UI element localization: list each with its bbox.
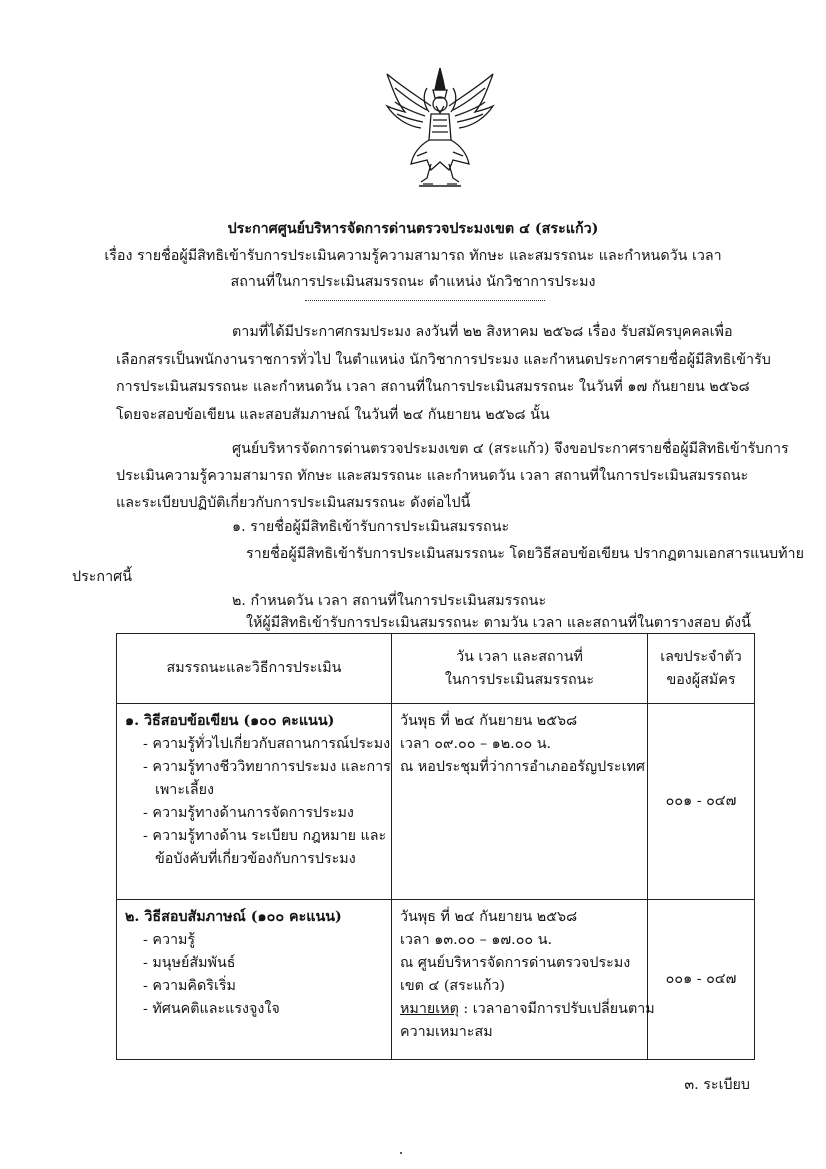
interview-item: - มนุษย์สัมพันธ์: [143, 955, 236, 971]
table-header-row: [117, 634, 755, 704]
interview-method-cell: [117, 900, 392, 1060]
written-exam-item: ข้อบังคับที่เกี่ยวข้องกับการประมง: [155, 851, 356, 867]
written-exam-item: เพาะเลี้ยง: [155, 782, 215, 798]
subject-line-2: สถานที่ในการประเมินสมรรถนะ ตำแหน่ง นักวิชาการประมง: [230, 274, 596, 290]
header-schedule: วัน เวลา และสถานที่ ในการประเมินสมรรถนะ: [392, 634, 648, 704]
para2-line-2: ประเมินความรู้ความสามารถ ทักษะ และสมรรถนะ และกำหนดวัน เวลา สถานที่ในการประเมินสมรรถนะ: [116, 468, 749, 484]
garuda-emblem-icon: [383, 66, 497, 190]
title-divider: [305, 300, 545, 301]
schedule-table: [116, 633, 755, 1060]
note-text: : เวลาอาจมีการปรับเปลี่ยนตาม: [458, 1001, 655, 1017]
written-exam-method-cell: [117, 704, 392, 900]
item1-text-line-2: ประกาศนี้: [72, 569, 132, 585]
announcement-title: ประกาศศูนย์บริหารจัดการด่านตรวจประมงเขต ๔ (สระแก้ว): [227, 221, 599, 237]
written-exam-item: - ความรู้ทางชีววิทยาการประมง และการ: [143, 759, 391, 775]
para1-line-4: โดยจะสอบข้อเขียน และสอบสัมภาษณ์ ในวันที่ ๒๔ กันยายน ๒๕๖๘ นั้น: [116, 407, 550, 423]
written-exam-date: วันพุธ ที่ ๒๔ กันยายน ๒๕๖๘: [400, 713, 578, 729]
para1-line-1: ตามที่ได้มีประกาศกรมประมง ลงวันที่ ๒๒ สิงหาคม ๒๕๖๘ เรื่อง รับสมัครบุคคลเพื่อ: [232, 324, 733, 340]
interview-venue-2: เขต ๔ (สระแก้ว): [400, 978, 505, 994]
item2-title: ๒. กำหนดวัน เวลา สถานที่ในการประเมินสมรรถนะ: [232, 593, 547, 609]
interview-venue: ณ ศูนย์บริหารจัดการด่านตรวจประมง: [400, 955, 631, 971]
interview-note: [400, 998, 655, 1021]
item1-text-line-1: รายชื่อผู้มีสิทธิเข้ารับการประเมินสมรรถนะ โดยวิธีสอบข้อเขียน ปรากฏตามเอกสารแนบท้าย: [246, 546, 804, 562]
interview-date: วันพุธ ที่ ๒๔ กันยายน ๒๕๖๘: [400, 909, 578, 925]
item2-text: ให้ผู้มีสิทธิเข้ารับการประเมินสมรรถนะ ตามวัน เวลา และสถานที่ในตารางสอบ ดังนี้: [246, 615, 751, 631]
continuation-label: ๓. ระเบียบ: [684, 1077, 750, 1093]
para2-line-1: ศูนย์บริหารจัดการด่านตรวจประมงเขต ๔ (สระแก้ว) จึงขอประกาศรายชื่อผู้มีสิทธิเข้ารับการ: [232, 441, 789, 457]
page-dot: [400, 1152, 402, 1154]
interview-time: เวลา ๑๓.๐๐ – ๑๗.๐๐ น.: [400, 932, 553, 948]
interview-item: - ทัศนคติและแรงจูงใจ: [143, 1001, 280, 1017]
written-exam-time: เวลา ๐๙.๐๐ – ๑๒.๐๐ น.: [400, 736, 552, 752]
table-row: [117, 900, 755, 1060]
written-exam-item: - ความรู้ทางด้าน ระเบียบ กฎหมาย และ: [143, 828, 387, 844]
header-method: สมรรถนะและวิธีการประเมิน: [117, 634, 392, 704]
table-row: [117, 704, 755, 900]
written-exam-item: - ความรู้ทางด้านการจัดการประมง: [143, 805, 354, 821]
interview-applicants: ๐๐๑ - ๐๔๗: [648, 900, 755, 1060]
written-exam-applicants: ๐๐๑ - ๐๔๗: [648, 704, 755, 900]
header-applicant-number: เลขประจำตัว ของผู้สมัคร: [648, 634, 755, 704]
interview-title: ๒. วิธีสอบสัมภาษณ์ (๑๐๐ คะแนน): [125, 909, 342, 925]
written-exam-item: - ความรู้ทั่วไปเกี่ยวกับสถานการณ์ประมง: [143, 736, 391, 752]
item1-title: ๑. รายชื่อผู้มีสิทธิเข้ารับการประเมินสมรรถนะ: [232, 519, 510, 535]
written-exam-venue: ณ หอประชุมที่ว่าการอำเภออรัญประเทศ: [400, 759, 646, 775]
subject-line-1: เรื่อง รายชื่อผู้มีสิทธิเข้ารับการประเมินความรู้ความสามารถ ทักษะ และสมรรถนะ และกำหนดวัน เวลา: [104, 248, 722, 264]
written-exam-schedule-cell: [392, 704, 648, 900]
interview-item: - ความรู้: [143, 932, 196, 948]
para1-line-3: การประเมินสมรรถนะ และกำหนดวัน เวลา สถานที่ในการประเมินสมรรถนะ ในวันที่ ๑๗ กันยายน ๒๕๖๘: [116, 379, 750, 395]
para2-line-3: และระเบียบปฏิบัติเกี่ยวกับการประเมินสมรรถนะ ดังต่อไปนี้: [116, 495, 471, 511]
interview-schedule-cell: [392, 900, 655, 1060]
note-label: หมายเหตุ: [400, 1001, 459, 1017]
interview-note-2: ความเหมาะสม: [400, 1024, 493, 1040]
para1-line-2: เลือกสรรเป็นพนักงานราชการทั่วไป ในตำแหน่ง นักวิชาการประมง และกำหนดประกาศรายชื่อผู้มีสิทธิเข้ารับ: [116, 352, 771, 368]
interview-item: - ความคิดริเริ่ม: [143, 978, 236, 994]
written-exam-title: ๑. วิธีสอบข้อเขียน (๑๐๐ คะแนน): [125, 713, 335, 729]
